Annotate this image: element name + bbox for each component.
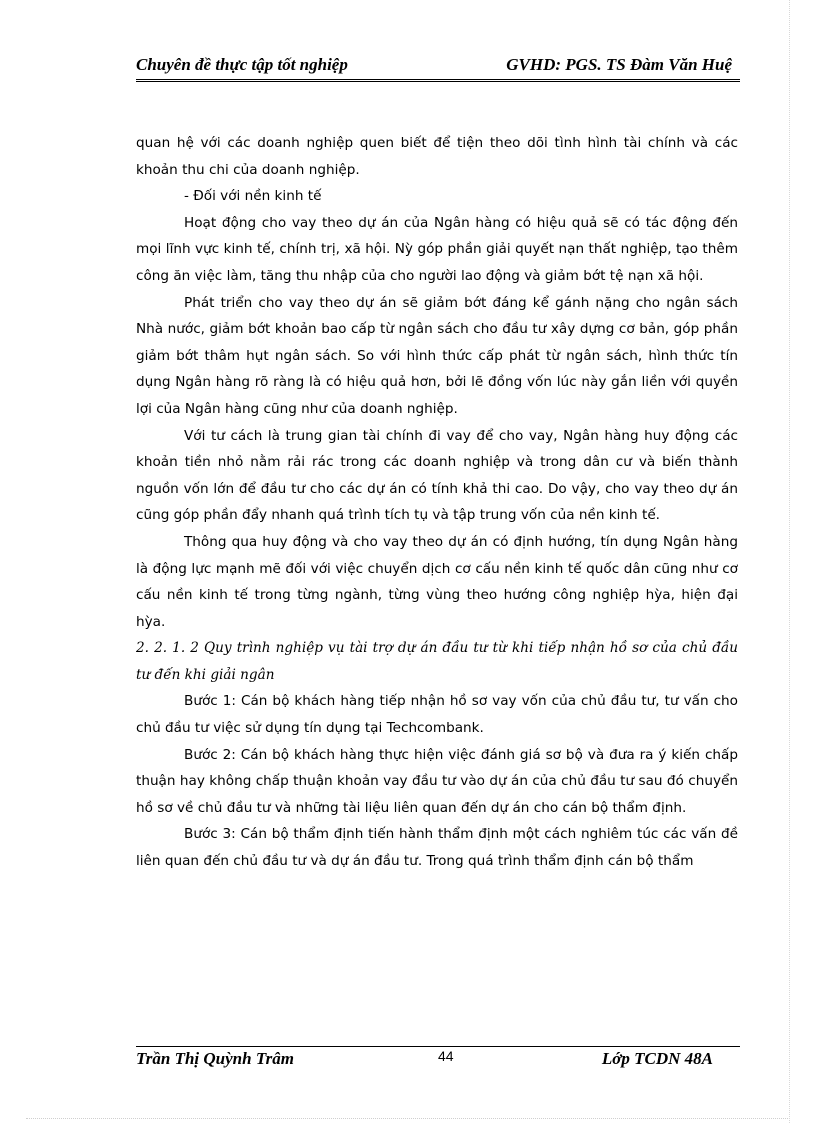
page-header (136, 53, 740, 82)
paragraph: Phát triển cho vay theo dự án sẽ giảm bớt đáng kể gánh nặng cho ngân sách Nhà nước, giảm bớt khoản bao cấp từ ngân sách cho đầu tư xây dựng cơ bản, góp phần giảm bớt thâm hụt ngân sách. So với hình thức cấp phát từ ngân sách, hình thức tín dụng Ngân hàng rõ ràng là có hiệu quả hơn, bởi lẽ đồng vốn lúc này gắn liền với quyền lợi của Ngân hàng cũng như của doanh nghiệp. (136, 294, 738, 417)
paragraph: Bước 3: Cán bộ thẩm định tiến hành thẩm định một cách nghiêm túc các vấn đề liên quan đến chủ đầu tư và dự án đầu tư. Trong quá trình thẩm định cán bộ thẩm (136, 826, 738, 870)
paragraph: Với tư cách là trung gian tài chính đi vay để cho vay, Ngân hàng huy động các khoản tiền nhỏ nằm rải rác trong các doanh nghiệp và trong dân cư và biến thành nguồn vốn lớn để đầu tư cho các dự án có tính khả thi cao. Do vậy, cho vay theo dự án cũng góp phần đẩy nhanh quá trình tích tụ và tập trung vốn của nền kinh tế. (136, 427, 738, 524)
document-body (136, 130, 738, 875)
page-edge-right (789, 0, 790, 1123)
section-heading: 2. 2. 1. 2 Quy trình nghiệp vụ tài trợ dự án đầu tư từ khi tiếp nhận hồ sơ của chủ đầu tư đến khi giải ngân (136, 640, 738, 683)
header-supervisor: GVHD: PGS. TS Đàm Văn Huệ (506, 55, 732, 74)
paragraph: Hoạt động cho vay theo dự án của Ngân hàng có hiệu quả sẽ có tác động đến mọi lĩnh vực kinh tế, chính trị, xã hội. Nỳ góp phần giải quyết nạn thất nghiệp, tạo thêm công ăn việc làm, tăng thu nhập của cho người lao động và giảm bớt tệ nạn xã hội. (136, 214, 738, 284)
header-title: Chuyên đề thực tập tốt nghiệp (136, 55, 348, 74)
paragraph: Thông qua huy động và cho vay theo dự án có định hướng, tín dụng Ngân hàng là động lực mạnh mẽ đối với việc chuyển dịch cơ cấu nền kinh tế quốc dân cũng như cơ cấu nền kinh tế trong từng ngành, từng vùng theo hướng công nghiệp hỳa, hiện đại hỳa. (136, 533, 738, 630)
page-edge-bottom (26, 1118, 790, 1119)
paragraph: quan hệ với các doanh nghiệp quen biết để tiện theo dõi tình hình tài chính và các khoản thu chi của doanh nghiệp. (136, 135, 738, 178)
page-number: 44 (438, 1048, 454, 1064)
paragraph: Bước 2: Cán bộ khách hàng thực hiện việc đánh giá sơ bộ và đưa ra ý kiến chấp thuận hay không chấp thuận khoản vay đầu tư vào dự án của chủ đầu tư sau đó chuyển hồ sơ về chủ đầu tư và những tài liệu liên quan đến dự án cho cán bộ thẩm định. (136, 746, 738, 816)
paragraph: Bước 1: Cán bộ khách hàng tiếp nhận hồ sơ vay vốn của chủ đầu tư, tư vấn cho chủ đầu tư việc sử dụng tín dụng tại Techcombank. (136, 693, 738, 737)
footer-author: Trần Thị Quỳnh Trâm (136, 1049, 294, 1068)
paragraph-subheading: - Đối với nền kinh tế (184, 188, 322, 205)
footer-divider (136, 1046, 740, 1047)
footer-class: Lớp TCDN 48A (601, 1049, 713, 1068)
